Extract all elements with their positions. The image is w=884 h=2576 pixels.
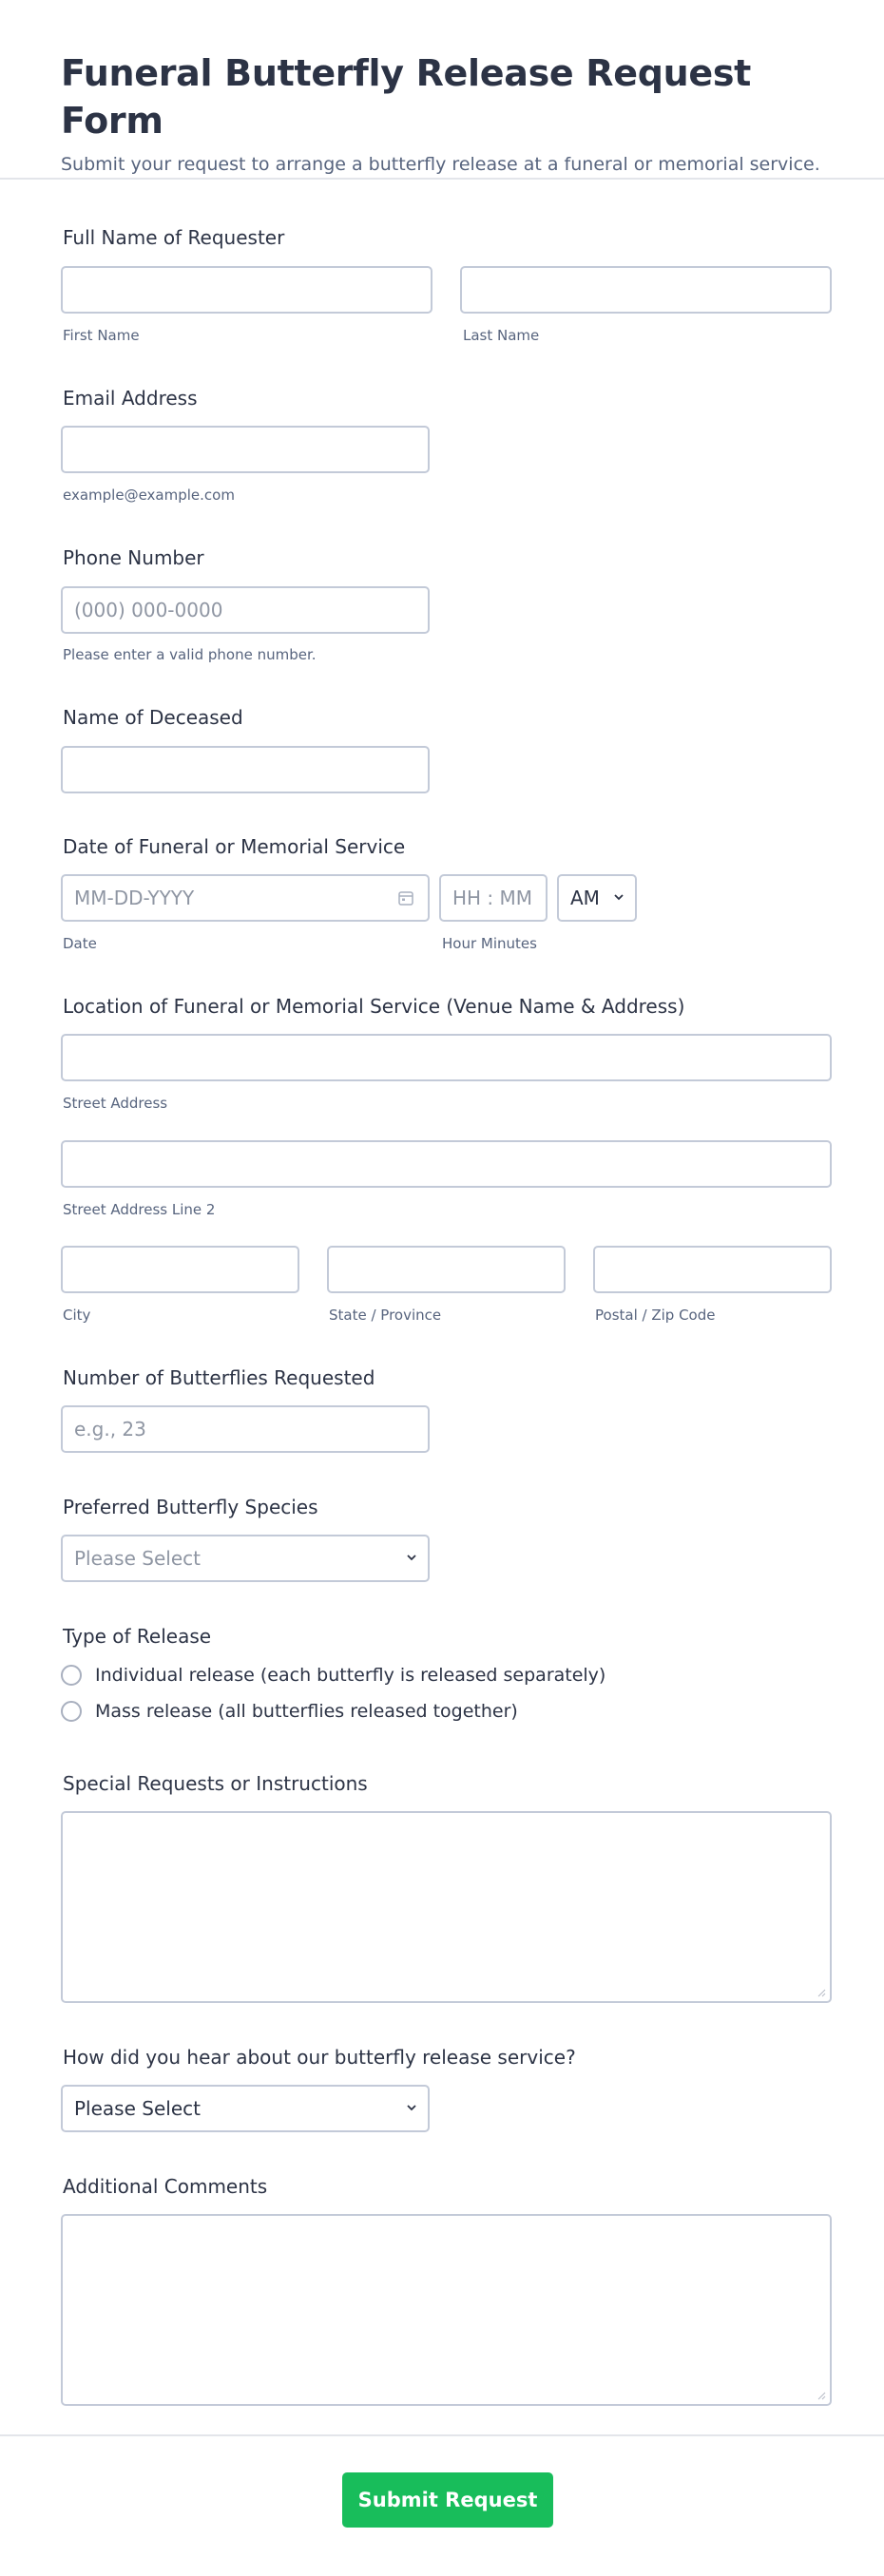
chevron-down-icon <box>614 892 624 902</box>
species-select[interactable] <box>61 1535 430 1582</box>
species-selected: Please Select <box>74 1547 201 1570</box>
date-input[interactable] <box>61 874 430 922</box>
time-input[interactable]: HH : MM <box>439 874 548 922</box>
state-sublabel: State / Province <box>329 1307 442 1324</box>
last-name-sublabel: Last Name <box>463 327 540 344</box>
page-title: Funeral Butterfly Release Request Form <box>61 52 752 142</box>
zip-input[interactable] <box>593 1246 832 1293</box>
phone-sublabel: Please enter a valid phone number. <box>63 646 317 663</box>
first-name-sublabel: First Name <box>63 327 140 344</box>
date-label: Date of Funeral or Memorial Service <box>63 835 406 858</box>
state-input[interactable] <box>327 1246 566 1293</box>
comments-label: Additional Comments <box>63 2175 268 2198</box>
release-type-label: Type of Release <box>63 1625 212 1648</box>
radio-mass[interactable] <box>61 1701 82 1722</box>
ampm-value: AM <box>570 887 600 909</box>
hear-about-label: How did you hear about our butterfly release service? <box>63 2046 576 2069</box>
location-label: Location of Funeral or Memorial Service (Venue Name & Address) <box>63 995 685 1018</box>
radio-individual[interactable] <box>61 1665 82 1686</box>
footer-divider <box>0 2434 884 2436</box>
species-label: Preferred Butterfly Species <box>63 1496 318 1518</box>
release-option-individual[interactable] <box>61 1665 605 1686</box>
first-name-input[interactable] <box>61 266 432 314</box>
full-name-label: Full Name of Requester <box>63 226 285 249</box>
zip-sublabel: Postal / Zip Code <box>595 1307 716 1324</box>
street-address-line2-sublabel: Street Address Line 2 <box>63 1201 216 1218</box>
butterflies-label: Number of Butterflies Requested <box>63 1366 375 1389</box>
phone-label: Phone Number <box>63 546 204 569</box>
deceased-name-input[interactable] <box>61 746 430 793</box>
date-placeholder: MM-DD-YYYY <box>74 887 195 909</box>
resize-handle-icon[interactable] <box>817 2391 826 2400</box>
deceased-label: Name of Deceased <box>63 706 243 729</box>
special-requests-textarea[interactable] <box>61 1811 832 2003</box>
chevron-down-icon <box>407 2103 416 2112</box>
email-label: Email Address <box>63 387 198 410</box>
resize-handle-icon[interactable] <box>817 1988 826 1997</box>
last-name-input[interactable] <box>460 266 832 314</box>
street-address-input[interactable] <box>61 1034 832 1081</box>
city-sublabel: City <box>63 1307 91 1324</box>
calendar-icon[interactable] <box>397 889 414 906</box>
phone-input[interactable]: (000) 000-0000 <box>61 586 430 634</box>
ampm-select[interactable] <box>557 874 637 922</box>
city-input[interactable] <box>61 1246 299 1293</box>
special-requests-label: Special Requests or Instructions <box>63 1772 368 1795</box>
form-header <box>0 0 884 180</box>
submit-button[interactable]: Submit Request <box>342 2472 553 2528</box>
street-address-sublabel: Street Address <box>63 1095 168 1112</box>
email-field[interactable] <box>61 426 430 473</box>
chevron-down-icon <box>407 1553 416 1562</box>
street-address-line2-input[interactable] <box>61 1140 832 1188</box>
email-sublabel: example@example.com <box>63 487 235 504</box>
time-sublabel: Hour Minutes <box>442 935 537 952</box>
release-option-label: Mass release (all butterflies released together) <box>95 1701 518 1722</box>
release-option-mass[interactable] <box>61 1701 518 1722</box>
page-subtitle: Submit your request to arrange a butterfly release at a funeral or memorial service. <box>61 154 820 175</box>
hear-about-selected: Please Select <box>74 2097 201 2120</box>
comments-textarea[interactable] <box>61 2214 832 2406</box>
hear-about-select[interactable] <box>61 2085 430 2132</box>
butterfly-count-input[interactable]: e.g., 23 <box>61 1405 430 1453</box>
date-sublabel: Date <box>63 935 97 952</box>
release-option-label: Individual release (each butterfly is released separately) <box>95 1665 606 1686</box>
